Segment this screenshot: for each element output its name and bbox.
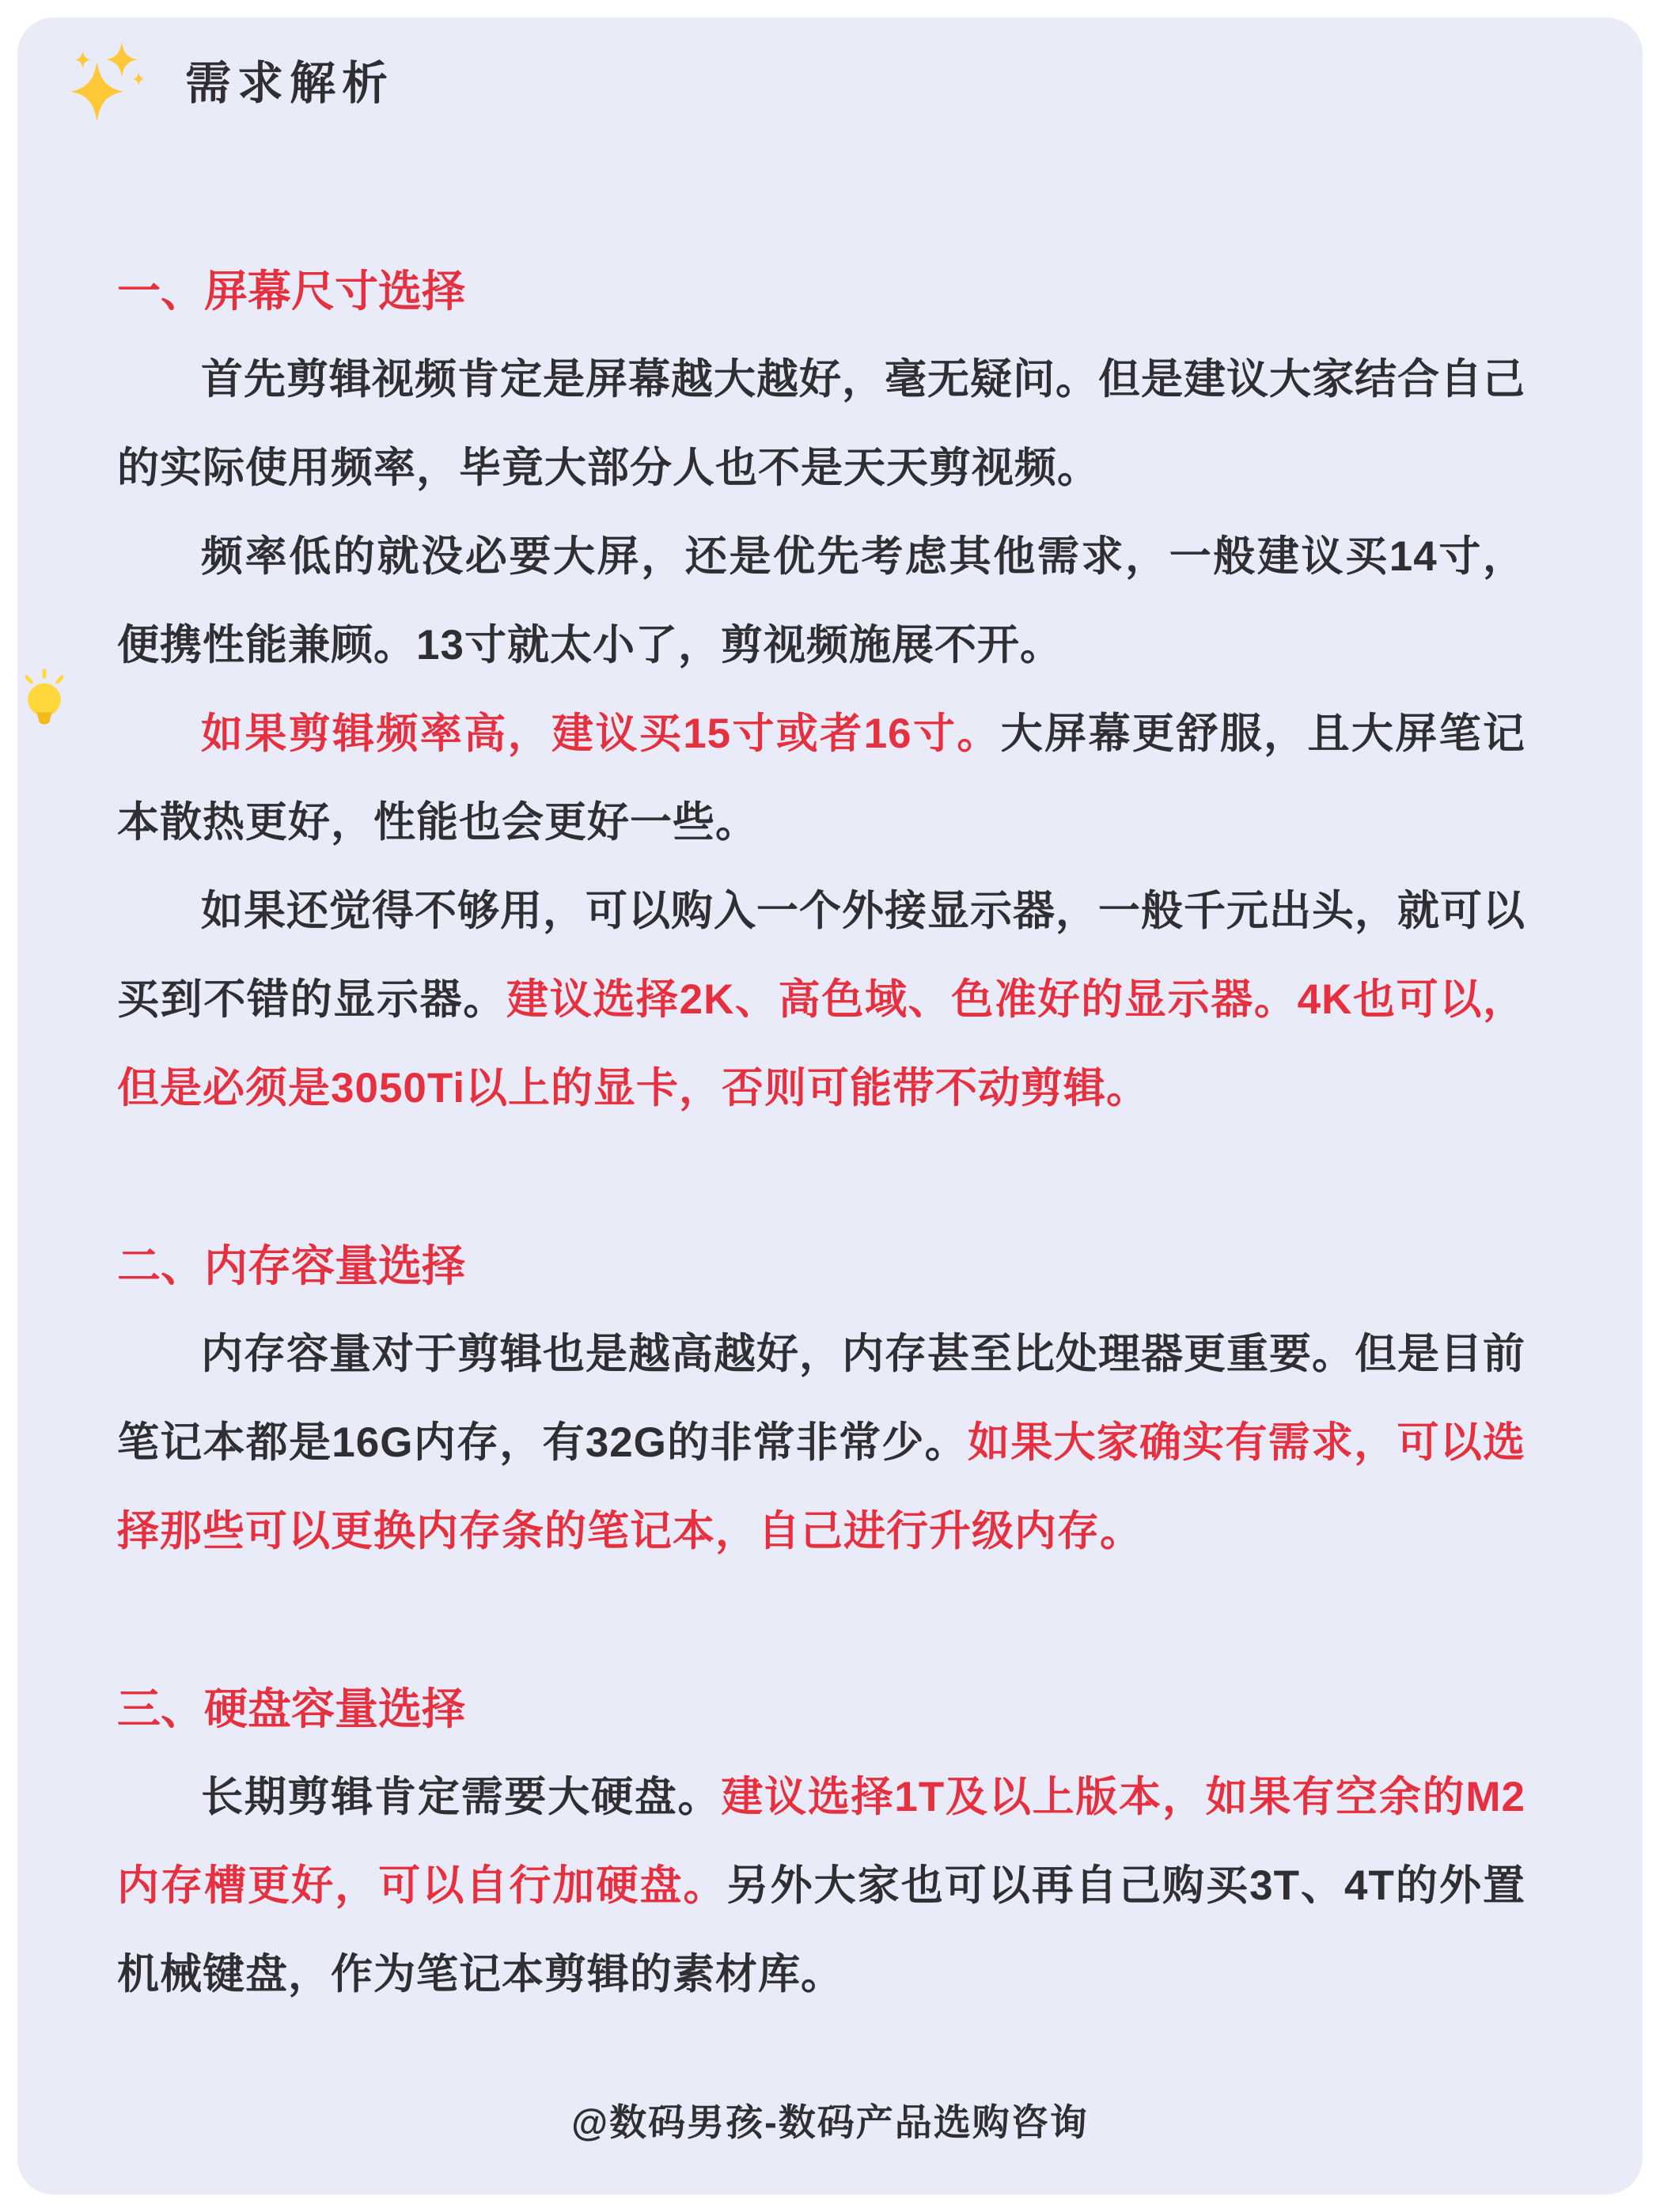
highlight-text: 建议选择2K、高色域、色准好的显示器。4K也可以，但是必须是3050Ti以上的显卡，否则可能带不动剪辑。 [117,976,1525,1112]
highlight-text: 如果剪辑频率高，建议买15寸或者16寸。 [201,710,1001,757]
watermark: @数码男孩-数码产品选购咨询 [571,2101,1089,2143]
paragraph [117,1310,1525,1576]
highlight-text: 建议选择1T及以上版本，如果有空余的M2内存槽更好，可以自行加硬盘。 [117,1774,1526,1909]
body-text: 长期剪辑肯定需要大硬盘。 [201,1774,722,1820]
section [117,1222,1525,1576]
section-heading: 一、屏幕尺寸选择 [117,267,466,316]
body-text: 另外大家也可以再自己购买3T、4T的外置机械键盘，作为笔记本剪辑的素材库。 [117,1862,1526,1998]
page-title: 需求解析 [185,58,395,109]
paragraph [117,1753,1525,2019]
body-text: 内存容量对于剪辑也是越高越好，内存甚至比处理器更重要。但是目前笔记本都是16G内存，有32G的非常非常少。 [117,1331,1525,1466]
page-header [63,35,394,123]
section [117,1665,1525,2019]
body-text: 频率低的就没必要大屏，还是优先考虑其他需求，一般建议买14寸，便携性能兼顾。13寸就太小了，剪视频施展不开。 [117,533,1525,669]
body-text: 如果还觉得不够用，可以购入一个外接显示器，一般千元出头，就可以买到不错的显示器。 [117,888,1525,1023]
paragraph [117,867,1525,1133]
sparkles-icon [63,35,152,123]
section-heading: 二、内存容量选择 [117,1241,466,1290]
section-heading: 三、硬盘容量选择 [117,1684,466,1733]
paragraph [117,335,1525,513]
body-text: 大屏幕更舒服，且大屏笔记本散热更好，性能也会更好一些。 [117,710,1526,846]
body-text: 首先剪辑视频肯定是屏幕越大越好，毫无疑问。但是建议大家结合自己的实际使用频率，毕竟大部分人也不是天天剪视频。 [117,356,1525,491]
light-bulb-icon [13,669,76,733]
sections-container [117,247,1525,2019]
paragraph [117,513,1525,690]
highlight-text: 如果大家确实有需求，可以选择那些可以更换内存条的笔记本，自己进行升级内存。 [117,1419,1526,1555]
paragraph [117,690,1525,867]
section [117,247,1525,1133]
